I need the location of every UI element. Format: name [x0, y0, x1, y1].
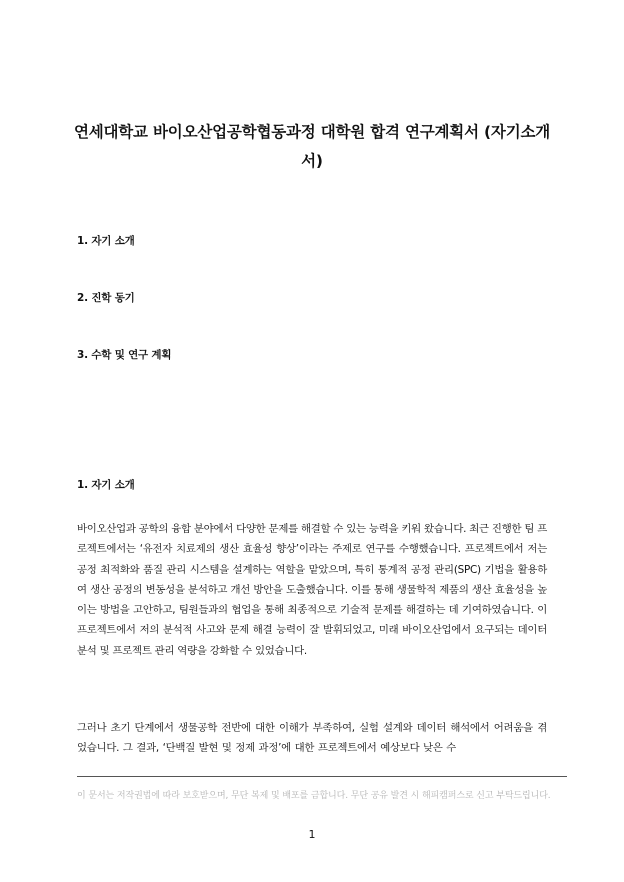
- page-number: 1: [308, 828, 316, 841]
- copyright-notice: 이 문서는 저작권법에 따라 보호받으며, 무단 복제 및 배포를 금합니다. 무단 공유 발견 시 해피캠퍼스로 신고 부탁드립니다.: [77, 791, 551, 801]
- toc-item-study-plan: 3. 수학 및 연구 계획: [77, 349, 172, 361]
- footer-divider: [77, 776, 567, 777]
- toc-item-self-introduction: 1. 자기 소개: [77, 235, 135, 247]
- document-title: 연세대학교 바이오산업공학협동과정 대학원 합격 연구계획서 (자기소개서): [73, 123, 551, 170]
- body-paragraph: 바이오산업과 공학의 융합 분야에서 다양한 문제를 해결할 수 있는 능력을 키워 왔습니다. 최근 진행한 팀 프로젝트에서는 ‘유전자 치료제의 생산 효율성 향상’이라는 주제로 연구를 수행했습니다. 프로젝트에서 저는 공정 최적화와 품질 관리 시스템을 설계하는 역할을 맡았으며, 특히 통계적 공정 관리(SPC) 기법을 활용하여 생산 공정의 변동성을 분석하고 개선 방안을 도출했습니다. 이를 통해 생물학적 제품의 생산 효율성을 높이는 방법을 고안하고, 팀원들과의 협업을 통해 최종적으로 기술적 문제를 해결하는 데 기여하였습니다. 이 프로젝트에서 저의 분석적 사고와 문제 해결 능력이 잘 발휘되었고, 미래 바이오산업에서 요구되는 데이터 분석 및 프로젝트 관리 역량을 강화할 수 있었습니다.: [77, 523, 547, 657]
- body-paragraph: 그러나 초기 단계에서 생물공학 전반에 대한 이해가 부족하여, 실험 설계와 데이터 해석에서 어려움을 겪었습니다. 그 결과, ‘단백질 발현 및 정제 과정’에 대한 프로젝트에서 예상보다 낮은 수: [77, 722, 547, 755]
- toc-item-motivation: 2. 진학 동기: [77, 292, 135, 304]
- section-heading: 1. 자기 소개: [77, 479, 135, 491]
